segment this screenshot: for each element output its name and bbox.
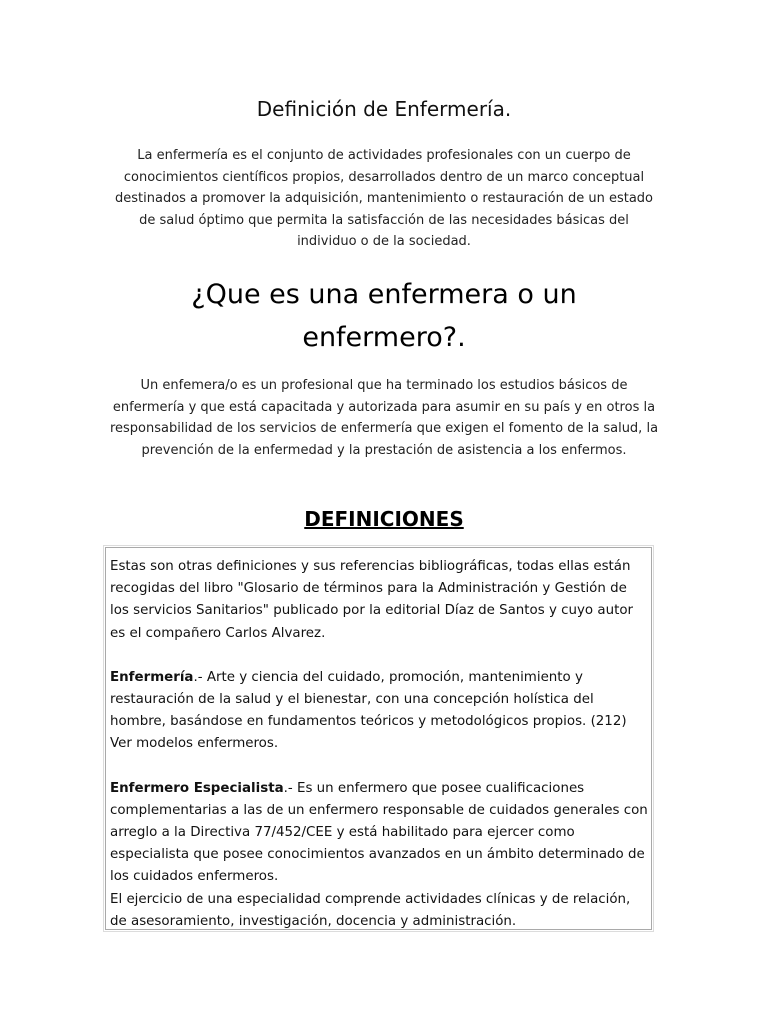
answer-paragraph: Un enfemera/o es un profesional que ha terminado los estudios básicos de enfermería y que está capacitada y autorizada para asumir en su país y en otros la responsabilidad de los servicios de enfermería que exigen el fomento de la salud, la prevención de la enfermedad y la prestación de asistencia a los enfermos. — [109, 378, 659, 458]
definitions-intro: Estas son otras definiciones y sus referencias bibliográficas, todas ellas están recogidas del libro "Glosario de términos para la Administración y Gestión de los servicios Sanitarios" publicado por la editorial Díaz de Santos y cuyo autor es el compañero Carlos Alvarez. — [110, 559, 634, 641]
intro-paragraph: La enfermería es el conjunto de actividades profesionales con un cuerpo de conocimientos científicos propios, desarrollados dentro de un marco conceptual destinados a promover la adquisición, mantenimiento o restauración de un estado de salud óptimo que permita la satisfacción de las necesidades básicas del individuo o de la sociedad. — [115, 148, 653, 249]
definition-term: Enfermero Especialista — [110, 780, 284, 796]
definition-entry-enfermero-especialista — [110, 778, 648, 889]
question-heading: ¿Que es una enfermera o un enfermero?. — [191, 279, 577, 353]
definition-text: .- Arte y ciencia del cuidado, promoción, mantenimiento y restauración de la salud y el bienestar, con una concepción holística del hombre, basándose en fundamentos teóricos y metodológicos propios. (212) Ver modelos enfermeros. — [110, 669, 627, 752]
definition-text: .- Es un enfermero que posee cualificaciones complementarias a las de un enfermero responsable de cuidados generales con arreglo a la Directiva 77/452/CEE y está habilitado para ejercer como especialista que posee conocimientos avanzados en un ámbito determinado de los cuidados enfermeros. — [110, 780, 648, 885]
definitions-box — [105, 547, 652, 930]
paragraph-spacer — [110, 756, 648, 778]
paragraph-spacer — [110, 645, 648, 667]
definitions-heading: DEFINICIONES — [304, 507, 464, 531]
definition-term: Enfermería — [110, 669, 194, 685]
definition-extra-text: El ejercicio de una especialidad comprende actividades clínicas y de relación, de asesoramiento, investigación, docencia y administración. — [110, 891, 631, 929]
page-title: Definición de Enfermería. — [256, 97, 512, 121]
definition-entry-enfermeria — [110, 667, 648, 756]
